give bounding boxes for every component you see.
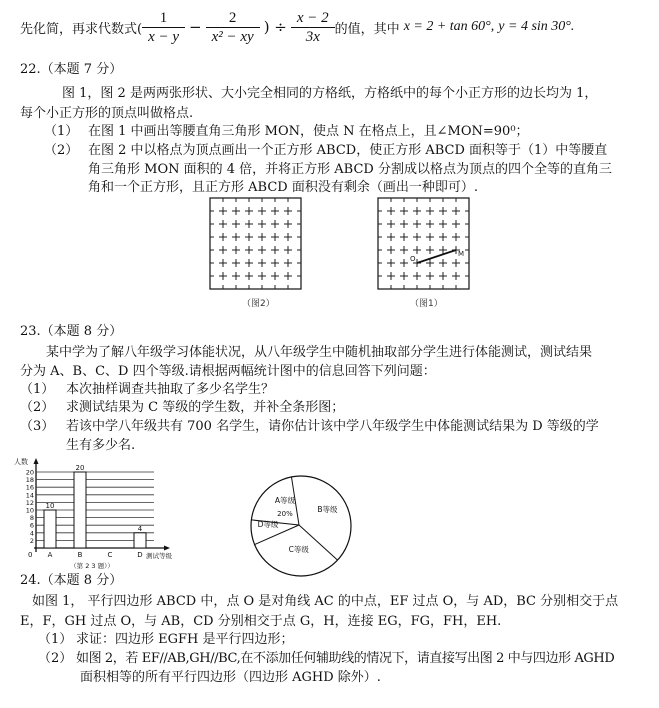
- fraction-3-denominator: 3x: [305, 28, 320, 45]
- point-M-label: M: [458, 250, 465, 258]
- q23-item-3-text-2: 生有多少名.: [66, 438, 136, 453]
- bar-A: [44, 510, 56, 548]
- bar-B: [74, 472, 86, 548]
- pie-label-C等级: C等级: [288, 544, 309, 554]
- y-tick-label: 18: [25, 476, 34, 485]
- q23-intro-line-1: 某中学为了解八年级学习体能状况，从八年级学生中随机抽取部分学生进行体能测试，测试结果: [46, 345, 593, 360]
- q23-intro-line-2: 分为 A、B、C、D 四个等级.请根据两幅统计图中的信息回答下列问题：: [20, 364, 436, 379]
- q22-item-2-text-3: 角和一个正方形，且正方形 ABCD 面积没有剩余（画出一种即可）.: [88, 180, 478, 195]
- pie-percent-A等级: 20%: [277, 510, 293, 519]
- q21-condition-x: x = 2 + tan 60°,: [403, 19, 495, 34]
- fraction-2: [206, 9, 260, 46]
- origin-label: 0: [28, 551, 33, 559]
- q22-item-2-text-2: 角三角形 MON 面积的 4 倍，并将正方形 ABCD 分割成以格点为顶点的四个全等的直角三: [88, 162, 612, 177]
- x-tick-label-A: A: [47, 551, 53, 559]
- fraction-1: [142, 9, 185, 46]
- grid-border: [378, 198, 469, 289]
- data-label-B: 20: [75, 464, 85, 472]
- q24-intro-line-2: E，F，GH 过点 O，与 AB，CD 分别相交于点 G，H，连接 EG，FG，FH，EH.: [20, 614, 502, 629]
- bar-D: [134, 533, 146, 548]
- y-axis-arrow: [34, 458, 39, 464]
- q21-condition-y: y = 4 sin 30°.: [498, 19, 575, 34]
- q21-expression: [20, 4, 574, 50]
- fraction-1-denominator: x − y: [148, 28, 180, 45]
- segment-OM: [417, 250, 456, 263]
- q24-item-2-text-2: 面积相等的所有平行四边形（四边形 AGHD 除外）.: [80, 670, 381, 685]
- q23-item-2-num: （2）: [20, 400, 55, 415]
- pie-label-B等级: B等级: [317, 504, 338, 514]
- q22-item-2-text-1: 在图 2 中以格点为顶点画出一个正方形 ABCD，使正方形 ABCD 面积等于（1）中等腰直: [88, 143, 608, 158]
- q22-item-2-num: （2）: [44, 143, 79, 158]
- q24-intro-line-1: 如图 1， 平行四边形 ABCD 中，点 O 是对角线 AC 的中点，EF 过点 O，与 AD，BC 分别相交于点: [32, 594, 619, 609]
- grid-figure-2-caption: （图2）: [242, 299, 275, 309]
- q23-item-3-num: （3）: [20, 419, 55, 434]
- grid-figure-1-caption: （图1）: [410, 299, 443, 309]
- chart-caption: （第 2 3 题））: [70, 562, 114, 570]
- q24-item-2-num: （2）: [38, 651, 73, 666]
- q23-item-1-num: （1）: [20, 382, 55, 397]
- q24-item-1-text: 求证：四边形 EGFH 是平行四边形；: [76, 632, 294, 647]
- point-O-label: O: [410, 255, 416, 263]
- fraction-3-numerator: x − 2: [291, 9, 335, 28]
- x-axis-arrow: [164, 546, 170, 551]
- y-tick-label: 4: [29, 529, 34, 538]
- y-tick-label: 10: [25, 506, 34, 515]
- x-tick-label-D: D: [137, 551, 143, 559]
- x-axis-label: 测试等级: [146, 552, 172, 560]
- q22-intro-line-1: 图 1，图 2 是两两张形状、大小完全相同的方格纸，方格纸中的每个小正方形的边长均为 1，: [62, 86, 598, 101]
- q24-item-2-text-1: 如图 2，若 EF//AB,GH//BC,在不添加任何辅助线的情况下，请直接写出图 2 中与四边形 AGHD: [76, 651, 615, 666]
- x-tick-label-B: B: [77, 551, 83, 559]
- pie-label-D等级: D等级: [257, 520, 279, 530]
- y-tick-label: 8: [29, 514, 34, 523]
- grid-figure-2: [208, 196, 308, 306]
- q22-item-1-num: （1）: [44, 124, 79, 139]
- q22-item-1-text: 在图 1 中画出等腰直角三角形 MON，使点 N 在格点上，且∠MON=90⁰；: [88, 124, 529, 139]
- fraction-1-numerator: 1: [142, 9, 185, 28]
- fraction-2-numerator: 2: [206, 9, 260, 28]
- q24-item-1-num: （1）: [38, 632, 73, 647]
- fraction-2-denominator: x² − xy: [211, 28, 254, 45]
- q24-header: 24.（本题 8 分）: [20, 573, 123, 588]
- q23-header: 23.（本题 8 分）: [20, 324, 123, 339]
- divide-sign: ) ÷: [263, 18, 287, 36]
- q23-item-2-text: 求测试结果为 C 等级的学生数，并补全条形图；: [66, 400, 345, 415]
- x-tick-label-C: C: [107, 551, 113, 559]
- grid-border: [210, 198, 301, 289]
- q23-item-1-text: 本次抽样调查共抽取了多少名学生？: [66, 382, 275, 397]
- pie-label-A等级: A等级: [274, 496, 296, 506]
- fraction-3: [291, 9, 335, 46]
- bar-chart: [14, 452, 174, 572]
- y-tick-label: 12: [25, 498, 34, 507]
- y-axis-label: 人数: [14, 458, 28, 466]
- q22-intro-line-2: 每个小正方形的顶点叫做格点.: [20, 106, 194, 121]
- data-label-D: 4: [137, 524, 143, 533]
- y-tick-label: 2: [29, 536, 34, 545]
- pie-chart: [245, 472, 357, 580]
- minus-sign: −: [189, 18, 202, 36]
- q21-suffix: 的值，其中: [334, 21, 400, 37]
- data-label-A: 10: [45, 502, 55, 510]
- y-tick-label: 16: [25, 483, 34, 492]
- q21-prefix: 先化简，再求代数式(: [20, 21, 143, 37]
- q22-header: 22.（本题 7 分）: [20, 62, 123, 77]
- q23-item-3-text-1: 若该中学八年级共有 700 名学生，请你估计该中学八年级学生中体能测试结果为 D 等级的学: [66, 419, 599, 434]
- y-tick-label: 20: [25, 468, 34, 477]
- y-tick-label: 6: [29, 521, 34, 530]
- grid-figure-1: [376, 196, 476, 306]
- y-tick-label: 14: [25, 491, 34, 500]
